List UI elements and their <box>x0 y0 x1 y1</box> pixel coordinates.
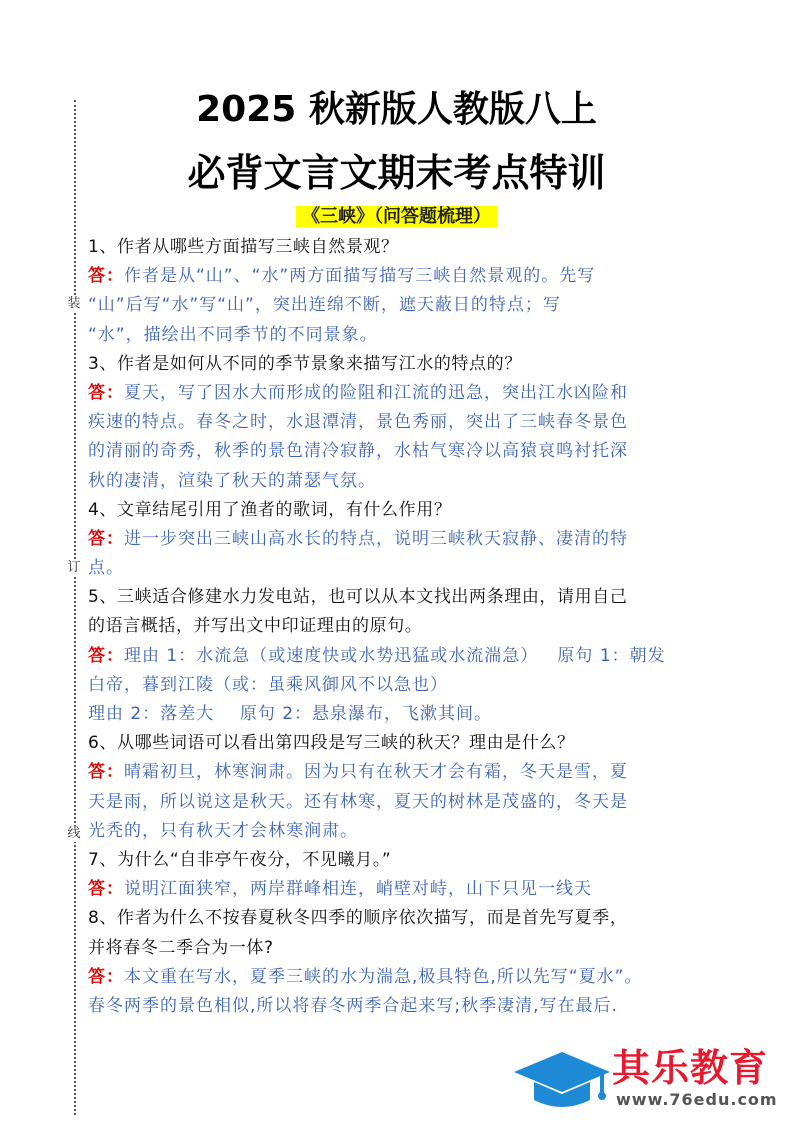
subtitle-text: 《三峡》（问答题梳理） <box>296 206 497 227</box>
answer-text: 夏天，写了因水大而形成的险阻和江流的迅急，突出江水凶险和 <box>124 382 628 403</box>
answer-3-line-2: 疾速的特点。春冬之时，水退潭清，景色秀丽，突出了三峡春冬景色 <box>88 412 628 433</box>
answer-label: 答： <box>88 528 124 549</box>
answer-label: 答： <box>88 645 124 666</box>
answer-8-line-1 <box>88 963 778 992</box>
answer-text: 进一步突出三峡山高水长的特点，说明三峡秋天寂静、凄清的特 <box>124 528 628 549</box>
answer-label: 答： <box>88 762 124 783</box>
answer-text: 晴霜初旦，林寒涧肃。因为只有在秋天才会有霜，冬天是雪，夏 <box>124 762 628 783</box>
answer-6-line-2: 天是雨，所以说这是秋天。还有林寒，夏天的树林是茂盛的，冬天是 <box>88 791 628 812</box>
binding-mark-xian: 线 <box>67 826 81 841</box>
answer-text: 理由 1：水流急（或速度快或水势迅猛或水流湍急） 原句 1：朝发 <box>124 645 666 666</box>
question-1-line-1: 1、作者从哪些方面描写三峡自然景观？ <box>88 237 399 257</box>
answer-5-line-1 <box>88 642 778 671</box>
question-8-line-2: 并将春冬二季合为一体? <box>88 937 274 958</box>
answer-3-line-1 <box>88 379 778 408</box>
answer-6-line-3: 光秃的，只有秋天才会林寒涧肃。 <box>88 820 358 841</box>
binding-mark-ding: 订 <box>67 560 81 575</box>
answer-text: 本文重在写水，夏季三峡的水为湍急,极具特色,所以先写“夏水”。 <box>124 966 643 987</box>
answer-text: 作者是从“山”、“水”两方面描写描写三峡自然景观的。先写 <box>124 266 596 287</box>
answer-5-line-2: 白帝，暮到江陵（或：虽乘风御风不以急也） <box>88 674 448 695</box>
qa-content <box>88 233 778 1021</box>
answer-3-line-3: 的清丽的奇秀，秋季的景色清冷寂静，水枯气寒冷以高猿哀鸣衬托深 <box>88 441 628 462</box>
question-3-line-1: 3、作者是如何从不同的季节景象来描写江水的特点的？ <box>88 353 522 374</box>
page-subtitle <box>0 204 793 230</box>
answer-7-line-1 <box>88 875 778 904</box>
question-5-line-2: 的语言概括，并写出文中印证理由的原句。 <box>88 616 423 637</box>
answer-6-line-1 <box>88 758 778 787</box>
answer-5-line-3: 理由 2：落差大 原句 2：悬泉瀑布，飞漱其间。 <box>88 704 493 724</box>
answer-1-line-1 <box>88 262 778 291</box>
brand-url: www.76edu.com <box>616 1090 778 1109</box>
brand-logo <box>512 1046 787 1112</box>
graduation-cap-icon <box>512 1050 612 1112</box>
answer-label: 答： <box>88 879 124 900</box>
answer-1-line-3: “水”，描绘出不同季节的不同景象。 <box>88 324 378 345</box>
question-5-line-1: 5、三峡适合修建水力发电站，也可以从本文找出两条理由，请用自己 <box>88 587 628 608</box>
answer-label: 答： <box>88 266 124 287</box>
answer-4-line-1 <box>88 525 778 554</box>
answer-label: 答： <box>88 966 124 987</box>
answer-label: 答： <box>88 382 124 403</box>
question-4-line-1: 4、文章结尾引用了渔者的歌词，有什么作用？ <box>88 499 452 520</box>
binding-mark-zhuang: 装 <box>67 296 81 311</box>
binding-dotted-line <box>74 100 76 1115</box>
answer-3-line-4: 秋的凄清，渲染了秋天的萧瑟气氛。 <box>88 470 376 491</box>
answer-text: 说明江面狭窄，两岸群峰相连，峭壁对峙，山下只见一线天 <box>124 879 592 900</box>
question-6-line-1: 6、从哪些词语可以看出第四段是写三峡的秋天？理由是什么？ <box>88 733 575 754</box>
answer-4-line-2: 点。 <box>88 558 124 579</box>
answer-1-line-2: “山”后写“水”写“山”，突出连绵不断，遮天蔽日的特点；写 <box>88 295 561 316</box>
question-8-line-1: 8、作者为什么不按春夏秋冬四季的顺序依次描写，而是首先写夏季， <box>88 908 628 929</box>
page-title-line2: 必背文言文期末考点特训 <box>187 151 606 195</box>
question-7-line-1: 7、为什么“自非亭午夜分，不见曦月。” <box>88 849 392 870</box>
brand-name: 其乐教育 <box>612 1046 769 1090</box>
page-title-line1: 2025 秋新版人教版八上 <box>196 89 597 130</box>
answer-8-line-2: 春冬两季的景色相似,所以将春冬两季合起来写;秋季凄清,写在最后. <box>88 995 618 1016</box>
